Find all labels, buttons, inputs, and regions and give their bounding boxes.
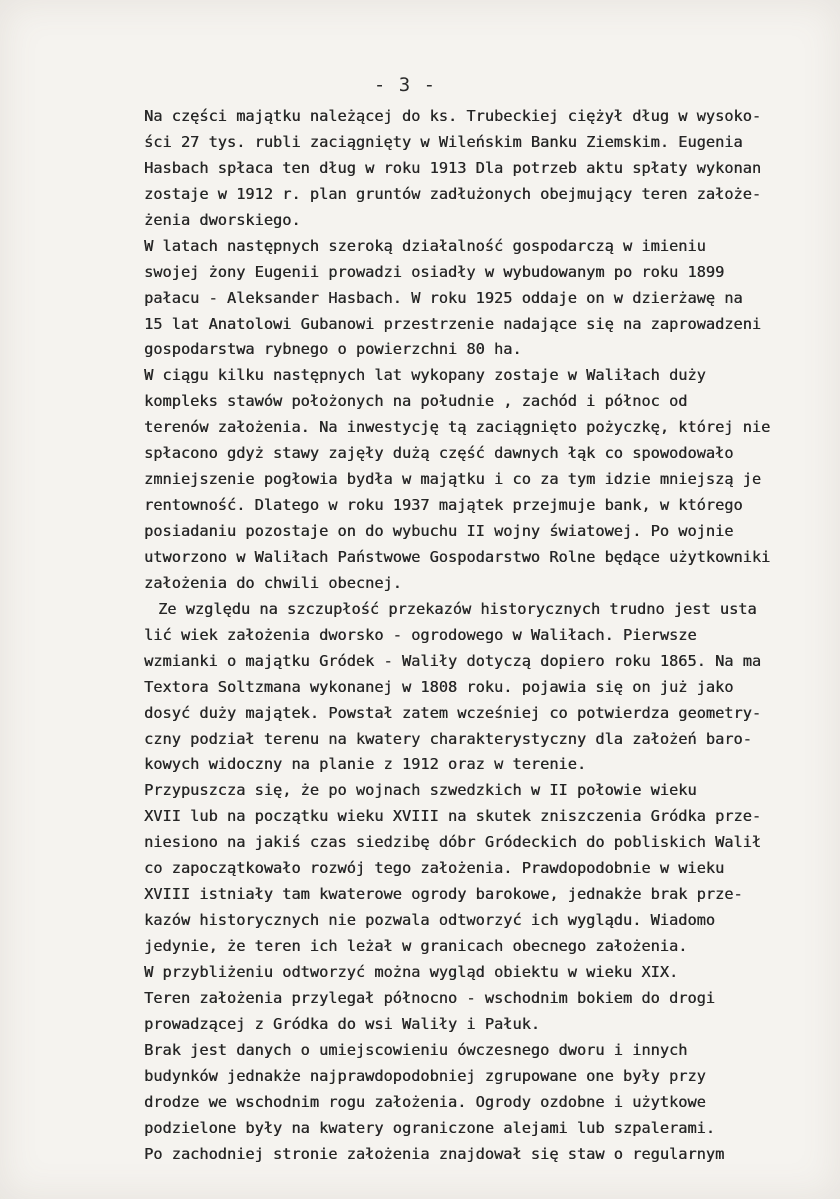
text-line: pałacu - Aleksander Hasbach. W roku 1925 oddaje on w dzierżawę na (144, 288, 743, 307)
text-line: zostaje w 1912 r. plan gruntów zadłużonych obejmujący teren założe- (144, 184, 762, 203)
text-line: lić wiek założenia dworsko - ogrodowego w Waliłach. Pierwsze (144, 625, 697, 644)
text-line: prowadzącej z Gródka do wsi Waliły i Pałuk. (144, 1014, 541, 1033)
text-line: Na części majątku należącej do ks. Trubeckiej ciężył dług w wysoko- (144, 107, 762, 125)
text-line: posiadaniu pozostaje on do wybuchu II wojny światowej. Po wojnie (144, 522, 734, 540)
text-line: budynków jednakże najprawdopodobniej zgrupowane one były przy (144, 1066, 706, 1085)
text-line: rentowność. Dlatego w roku 1937 majątek przejmuje bank, w którego (144, 496, 743, 515)
text-line: dosyć duży majątek. Powstał zatem wcześniej co potwierdza geometry- (144, 703, 762, 722)
text-line: Brak jest danych o umiejscowieniu ówczesnego dworu i innych (144, 1040, 688, 1059)
text-line: Przypuszcza się, że po wojnach szwedzkich w II połowie wieku (144, 781, 697, 800)
text-line: Ze względu na szczupłość przekazów historycznych trudno jest usta (158, 599, 757, 618)
text-line: wzmianki o majątku Gródek - Waliły dotyczą dopiero roku 1865. Na ma (144, 651, 762, 670)
text-line: Po zachodniej stronie założenia znajdował się staw o regularnym (144, 1144, 725, 1163)
page-number: - 3 - (373, 74, 437, 96)
text-line: W przybliżeniu odtworzyć można wygląd obiektu w wieku XIX. (144, 962, 679, 981)
text-line: XVII lub na początku wieku XVIII na skutek zniszczenia Gródka prze- (144, 807, 762, 826)
text-line: Teren założenia przylegał północno - wschodnim bokiem do drogi (144, 988, 715, 1007)
text-line: spłacono gdyż stawy zajęły dużą część dawnych łąk co spowodowało (144, 444, 734, 463)
text-line: W latach następnych szeroką działalność gospodarczą w imieniu (144, 236, 706, 255)
text-line: jedynie, że teren ich leżał w granicach obecnego założenia. (144, 937, 688, 955)
text-line: W ciągu kilku następnych lat wykopany zostaje w Waliłach duży (144, 366, 706, 385)
text-line: drodze we wschodnim rogu założenia. Ogrody ozdobne i użytkowe (144, 1092, 706, 1111)
text-line: założenia do chwili obecnej. (144, 573, 402, 592)
text-line: ści 27 tys. rubli zaciągnięty w Wileńskim Banku Ziemskim. Eugenia (144, 132, 743, 151)
text-line: kompleks stawów położonych na południe , zachód i północ od (144, 392, 688, 411)
text-line: czny podział terenu na kwatery charakterystyczny dla założeń baro- (144, 729, 752, 748)
typewritten-text-body (144, 104, 840, 1167)
text-line: swojej żony Eugenii prowadzi osiadły w wybudowanym po roku 1899 (144, 262, 725, 281)
text-line: kowych widoczny na planie z 1912 oraz w terenie. (144, 755, 587, 774)
text-line: terenów założenia. Na inwestycję tą zaciągnięto pożyczkę, której nie (144, 418, 771, 437)
text-line: XVIII istniały tam kwaterowe ogrody barokowe, jednakże brak prze- (144, 885, 743, 904)
text-line: zmniejszenie pogłowia bydła w majątku i co za tym idzie mniejszą je (144, 470, 762, 489)
text-line: utworzono w Waliłach Państwowe Gospodarstwo Rolne będące użytkowniki (144, 547, 771, 566)
text-line: podzielone były na kwatery ograniczone alejami lub szpalerami. (144, 1118, 715, 1137)
text-line: Hasbach spłaca ten dług w roku 1913 Dla potrzeb aktu spłaty wykonan (144, 158, 762, 177)
text-line: 15 lat Anatolowi Gubanowi przestrzenie nadające się na zaprowadzeni (144, 314, 762, 333)
text-line: Textora Soltzmana wykonanej w 1808 roku. pojawia się on już jako (144, 677, 734, 696)
text-line: co zapoczątkowało rozwój tego założenia. Prawdopodobnie w wieku (144, 859, 725, 878)
text-line: kazów historycznych nie pozwala odtworzyć ich wyglądu. Wiadomo (144, 911, 715, 930)
text-line: żenia dworskiego. (144, 210, 301, 229)
text-line: niesiono na jakiś czas siedzibę dóbr Gródeckich do pobliskich Walił (144, 833, 762, 852)
text-line: gospodarstwa rybnego o powierzchni 80 ha. (144, 340, 522, 359)
